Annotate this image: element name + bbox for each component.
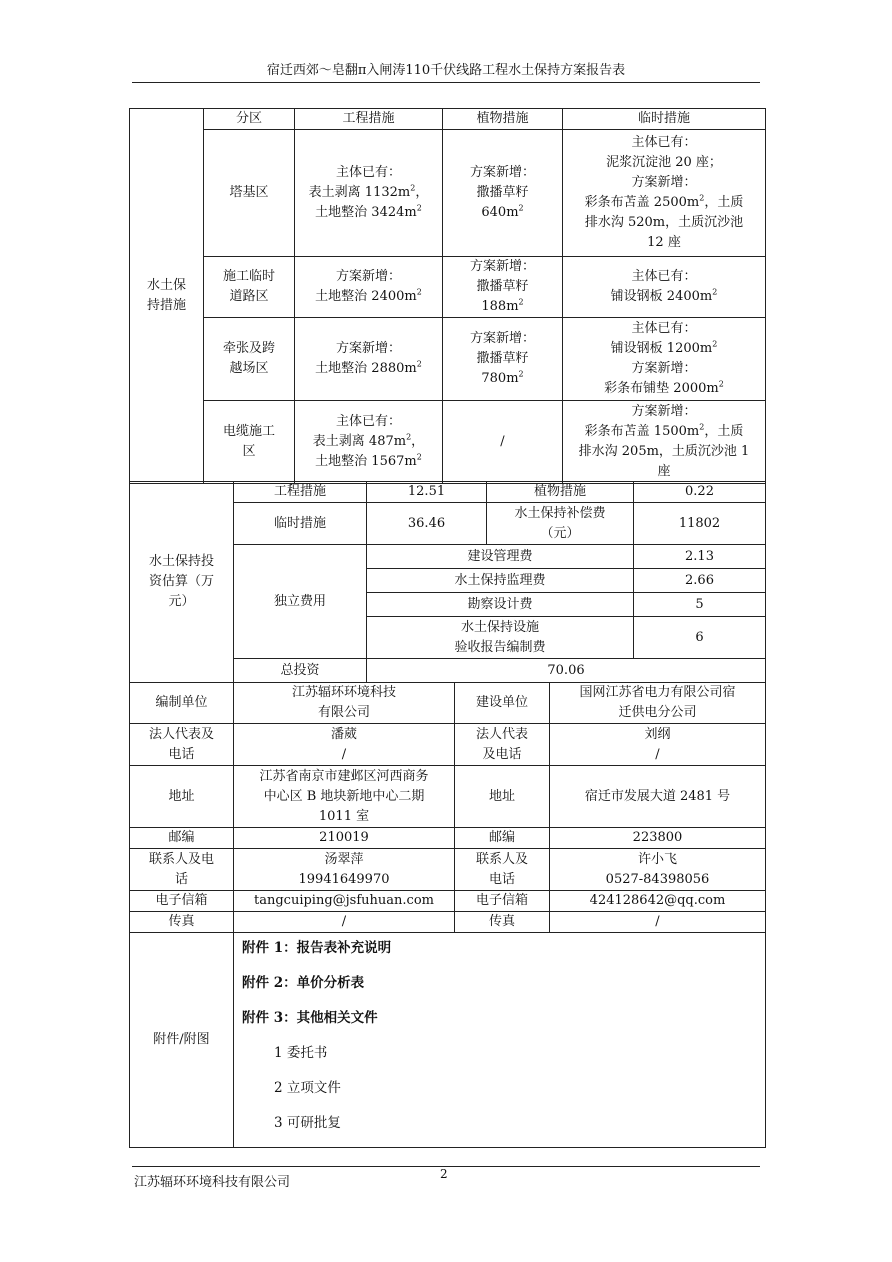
info-value: tangcuiping@jsfuhuan.com (234, 891, 455, 912)
attachment-item: 附件 3：其他相关文件 (242, 1010, 378, 1026)
info-label: 电子信箱 (130, 891, 234, 912)
temporary-cell: 主体已有： 泥浆沉淀池 20 座； 方案新增： 彩条布苫盖 $2500m^2$，土质 排水沟 520m，土质沉沙池 12 座 (563, 130, 766, 257)
engineering-header: 工程措施 (295, 109, 443, 130)
eng-cost-value: 12.51 (367, 482, 487, 503)
attachments-label: 附件/附图 (130, 933, 234, 1148)
info-value: 许小飞 0527-84398056 (550, 849, 766, 891)
info-label: 建设单位 (455, 683, 550, 724)
zone-cell: 牵张及跨 越场区 (204, 318, 295, 401)
info-value: / (550, 912, 766, 933)
vegetation-cell: 方案新增： 撒播草籽 $780m^2$ (443, 318, 563, 401)
info-label: 传真 (455, 912, 550, 933)
temporary-cell: 主体已有： 铺设钢板 $1200m^2$ 方案新增： 彩条布铺垫 $2000m^2$ (563, 318, 766, 401)
measures-label: 水土保 持措施 (130, 109, 204, 484)
total-value: 70.06 (367, 659, 766, 683)
investment-label: 水土保持投 资估算（万 元） (130, 482, 234, 683)
indep-item-value: 6 (634, 617, 766, 659)
vegetation-cell: 方案新增： 撒播草籽 $640m^2$ (443, 130, 563, 257)
info-value: 223800 (550, 828, 766, 849)
zone-header: 分区 (204, 109, 295, 130)
indep-item-value: 2.66 (634, 569, 766, 593)
indep-item-label: 勘察设计费 (367, 593, 634, 617)
attachments-list (234, 933, 766, 1148)
info-label: 联系人及 电话 (455, 849, 550, 891)
info-value: 刘纲 / (550, 724, 766, 766)
measures-table (129, 108, 766, 484)
vegetation-cell: / (443, 401, 563, 484)
veg-cost-label: 植物措施 (487, 482, 634, 503)
info-label: 邮编 (455, 828, 550, 849)
info-value: 汤翠萍 19941649970 (234, 849, 455, 891)
engineering-cell: 方案新增： 土地整治 $2400m^2$ (295, 257, 443, 318)
total-label: 总投资 (234, 659, 367, 683)
info-value: / (234, 912, 455, 933)
indep-item-value: 5 (634, 593, 766, 617)
veg-cost-value: 0.22 (634, 482, 766, 503)
vegetation-cell: 方案新增： 撒播草籽 $188m^2$ (443, 257, 563, 318)
indep-item-label: 水土保持设施 验收报告编制费 (367, 617, 634, 659)
indep-item-label: 水土保持监理费 (367, 569, 634, 593)
zone-cell: 施工临时 道路区 (204, 257, 295, 318)
temporary-header: 临时措施 (563, 109, 766, 130)
info-value: 424128642@qq.com (550, 891, 766, 912)
compensation-label: 水土保持补偿费 （元） (487, 503, 634, 545)
info-value: 江苏辐环环境科技 有限公司 (234, 683, 455, 724)
info-label: 邮编 (130, 828, 234, 849)
info-label: 联系人及电 话 (130, 849, 234, 891)
indep-item-value: 2.13 (634, 545, 766, 569)
independent-cost-label: 独立费用 (234, 545, 367, 659)
eng-cost-label: 工程措施 (234, 482, 367, 503)
temporary-cell: 主体已有： 铺设钢板 $2400m^2$ (563, 257, 766, 318)
attachment-subitem: 3 可研批复 (274, 1115, 341, 1131)
temp-cost-value: 36.46 (367, 503, 487, 545)
attachment-item: 附件 1：报告表补充说明 (242, 940, 392, 956)
info-label: 电子信箱 (455, 891, 550, 912)
vegetation-header: 植物措施 (443, 109, 563, 130)
zone-cell: 电缆施工 区 (204, 401, 295, 484)
page-number: 2 (440, 1167, 448, 1181)
document-header: 宿迁西郊～皂翻π入闸涛110千伏线路工程水土保持方案报告表 (266, 63, 626, 78)
temporary-cell: 方案新增： 彩条布苫盖 $1500m^2$，土质 排水沟 205m，土质沉沙池 1 座 (563, 401, 766, 484)
info-table (129, 682, 766, 1148)
investment-table (129, 481, 766, 683)
compensation-value: 11802 (634, 503, 766, 545)
footer-company: 江苏辐环环境科技有限公司 (134, 1175, 291, 1190)
attachment-subitem: 2 立项文件 (274, 1080, 341, 1096)
indep-item-label: 建设管理费 (367, 545, 634, 569)
info-label: 传真 (130, 912, 234, 933)
engineering-cell: 主体已有： 表土剥离 $1132m^2$， 土地整治 $3424m^2$ (295, 130, 443, 257)
header-rule (132, 82, 760, 83)
info-value: 210019 (234, 828, 455, 849)
info-value: 国网江苏省电力有限公司宿 迁供电分公司 (550, 683, 766, 724)
zone-cell: 塔基区 (204, 130, 295, 257)
attachment-subitem: 1 委托书 (274, 1045, 328, 1061)
temp-cost-label: 临时措施 (234, 503, 367, 545)
info-label: 法人代表及 电话 (130, 724, 234, 766)
info-label: 法人代表 及电话 (455, 724, 550, 766)
attachment-item: 附件 2：单价分析表 (242, 975, 365, 991)
engineering-cell: 方案新增： 土地整治 $2880m^2$ (295, 318, 443, 401)
info-label: 地址 (455, 766, 550, 828)
info-value: 宿迁市发展大道 2481 号 (550, 766, 766, 828)
info-label: 地址 (130, 766, 234, 828)
info-value: 潘葳 / (234, 724, 455, 766)
engineering-cell: 主体已有： 表土剥离 $487m^2$， 土地整治 $1567m^2$ (295, 401, 443, 484)
info-label: 编制单位 (130, 683, 234, 724)
info-value: 江苏省南京市建邺区河西商务 中心区 B 地块新地中心二期 1011 室 (234, 766, 455, 828)
